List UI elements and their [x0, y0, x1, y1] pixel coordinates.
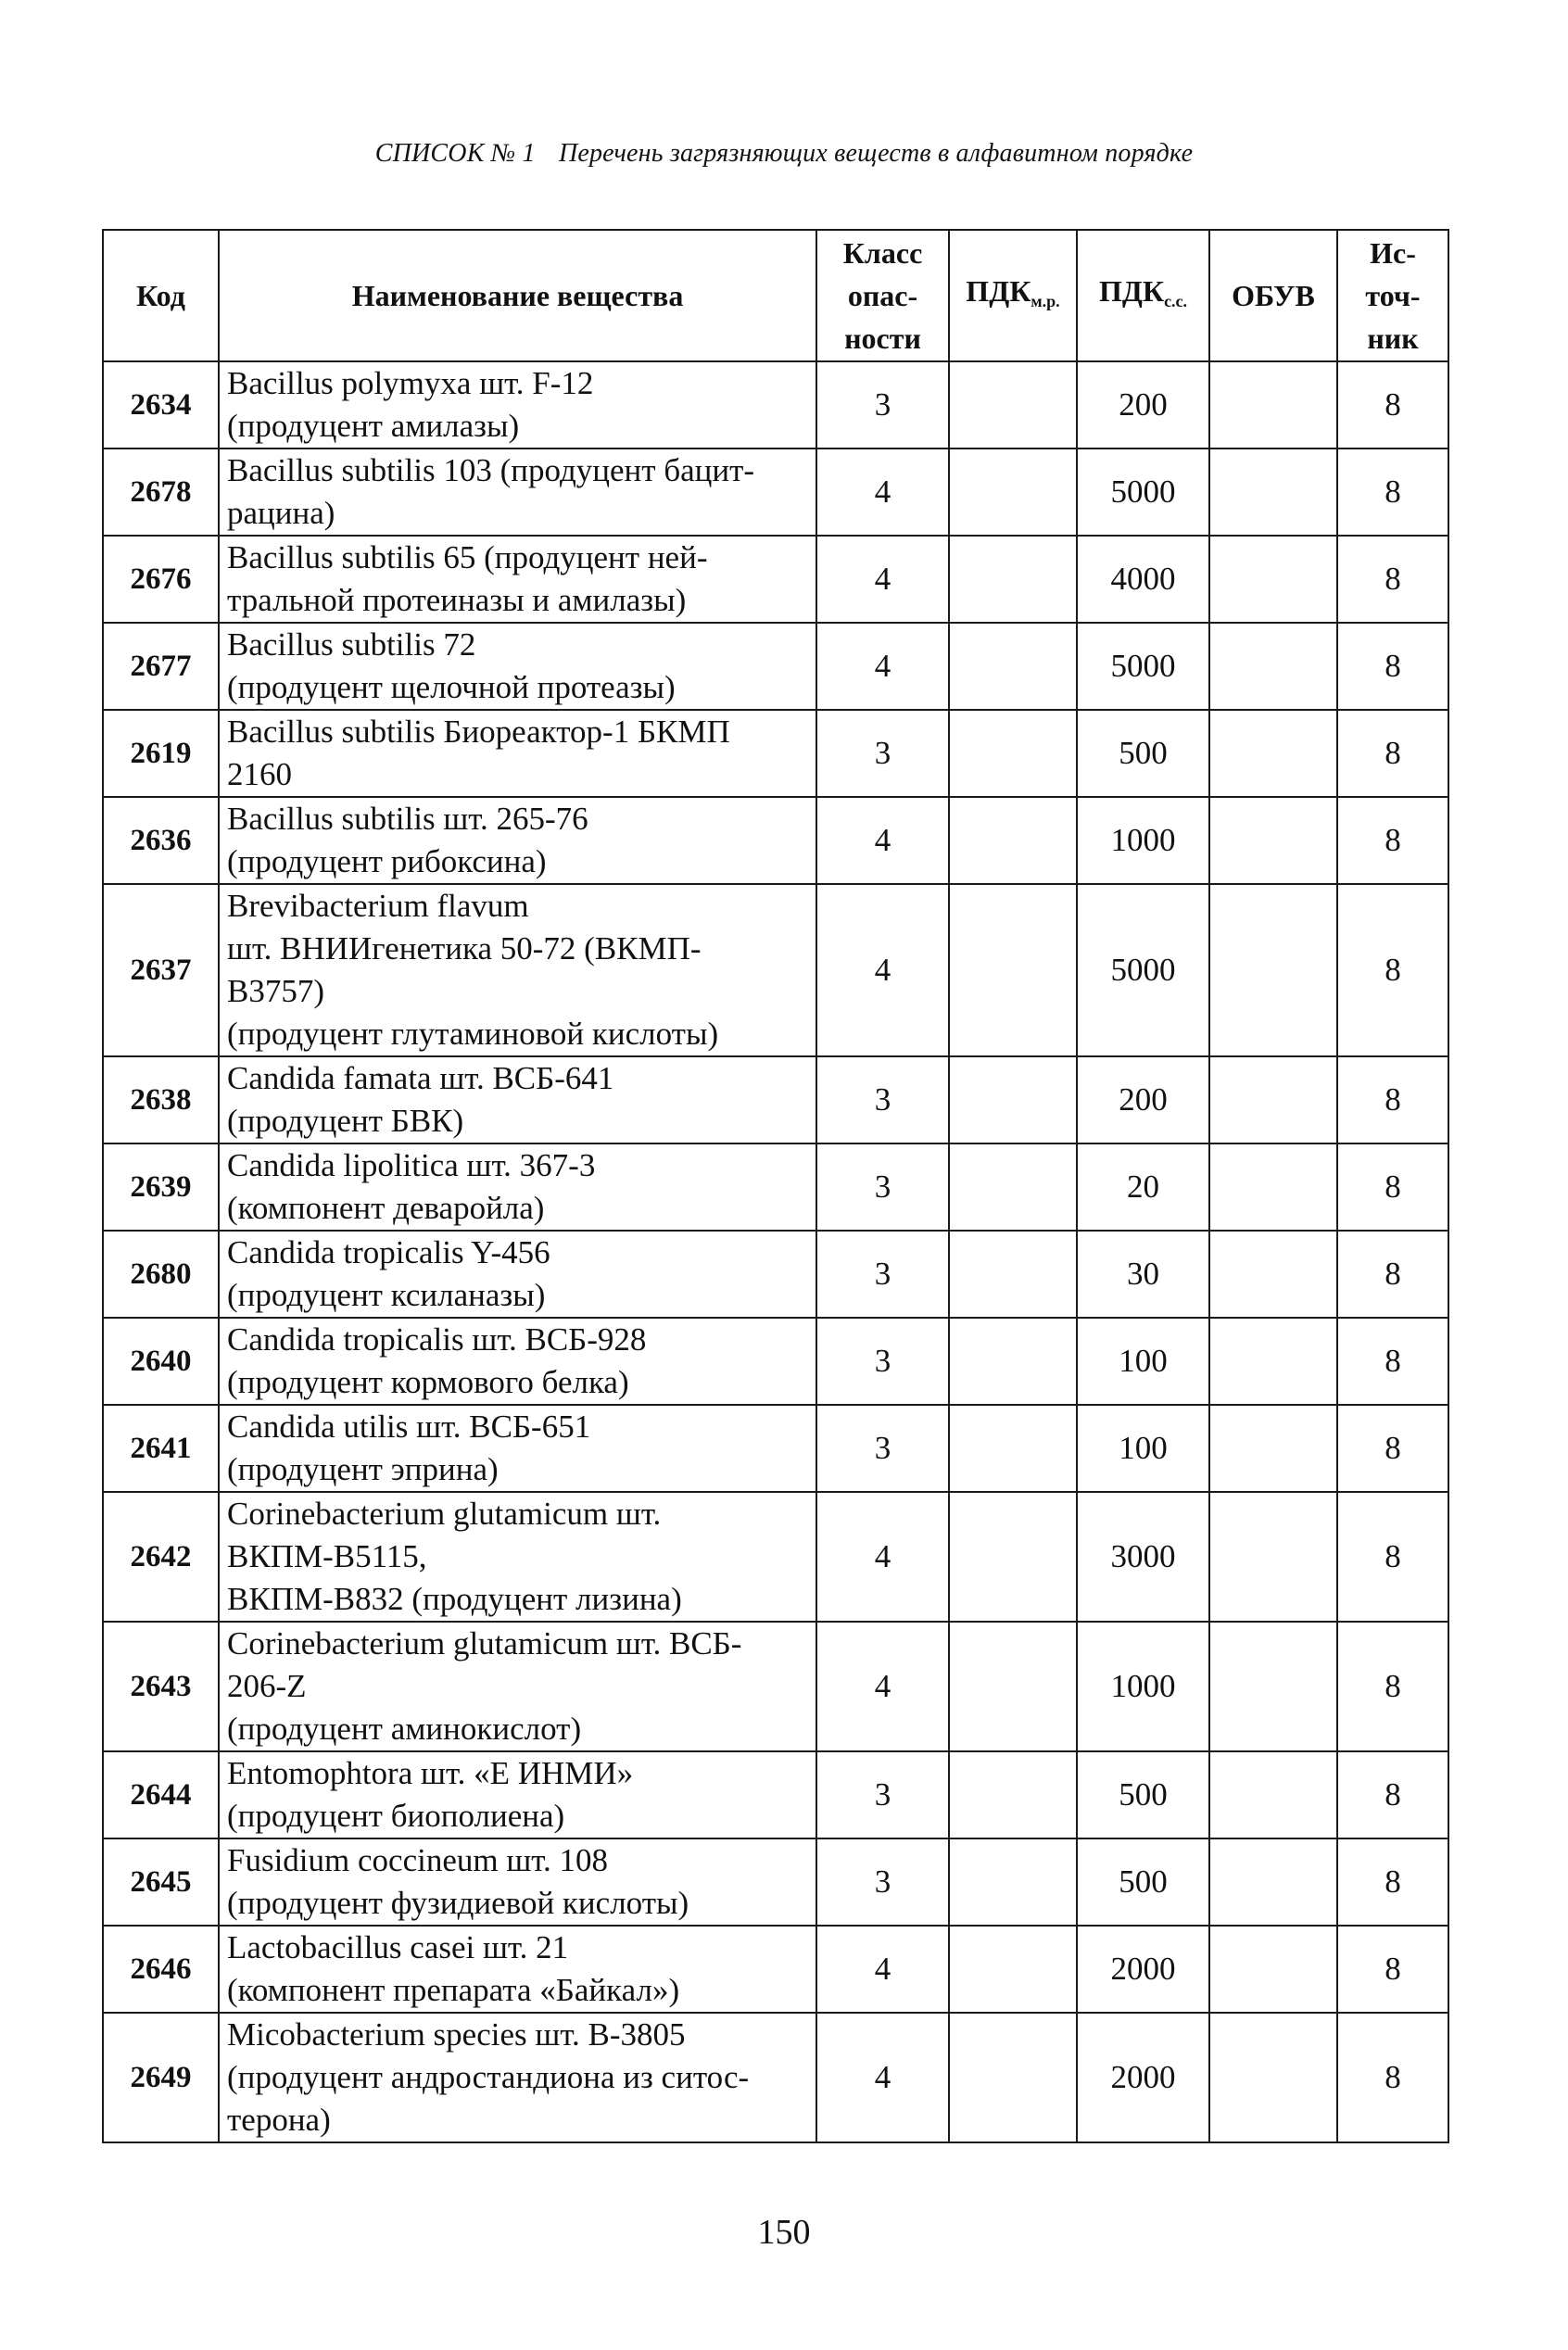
cell-name	[219, 1231, 816, 1318]
cell-obuv	[1209, 449, 1337, 536]
name-line: (продуцент ксиланазы)	[227, 1277, 546, 1313]
table-row	[103, 2013, 1448, 2142]
source-line: точ-	[1365, 279, 1421, 312]
table-row	[103, 1492, 1448, 1622]
cell-obuv	[1209, 2013, 1337, 2142]
cell-code: 2644	[103, 1751, 219, 1838]
cell-code: 2639	[103, 1143, 219, 1231]
col-header-source	[1337, 230, 1448, 361]
cell-name	[219, 1926, 816, 2013]
cell-pdk-mr	[949, 536, 1077, 623]
table-row	[103, 1926, 1448, 2013]
col-header-code: Код	[103, 230, 219, 361]
cell-code: 2676	[103, 536, 219, 623]
name-line: Corinebacterium glutamicum шт.	[227, 1496, 662, 1532]
cell-code: 2634	[103, 361, 219, 449]
cell-code: 2680	[103, 1231, 219, 1318]
cell-code: 2677	[103, 623, 219, 710]
page-number: 150	[757, 2213, 811, 2252]
cell-hazard-class: 4	[816, 1492, 949, 1622]
cell-source: 8	[1337, 884, 1448, 1056]
cell-obuv	[1209, 1405, 1337, 1492]
cell-pdk-mr	[949, 361, 1077, 449]
name-line: Bacillus subtilis 65 (продуцент ней-	[227, 539, 708, 575]
cell-source: 8	[1337, 623, 1448, 710]
cell-code: 2649	[103, 2013, 219, 2142]
name-line: рацина)	[227, 495, 335, 531]
name-line: Brevibacterium flavum	[227, 888, 529, 924]
table-row	[103, 1622, 1448, 1751]
cell-name	[219, 1405, 816, 1492]
table-row	[103, 884, 1448, 1056]
name-line: (продуцент щелочной протеазы)	[227, 669, 676, 705]
cell-pdk-ss: 500	[1077, 710, 1209, 797]
cell-pdk-ss: 200	[1077, 361, 1209, 449]
cell-pdk-mr	[949, 623, 1077, 710]
hazard-class-line: опас-	[847, 279, 918, 312]
cell-code: 2636	[103, 797, 219, 884]
cell-source: 8	[1337, 1838, 1448, 1926]
col-header-pdk-ss	[1077, 230, 1209, 361]
cell-name	[219, 884, 816, 1056]
cell-source: 8	[1337, 797, 1448, 884]
table-row	[103, 1143, 1448, 1231]
name-line: (компонент деваройла)	[227, 1190, 545, 1226]
cell-hazard-class: 3	[816, 361, 949, 449]
cell-source: 8	[1337, 2013, 1448, 2142]
pdk-mr-label: ПДК	[966, 273, 1031, 308]
table-row	[103, 449, 1448, 536]
cell-obuv	[1209, 884, 1337, 1056]
name-line: Bacillus polymyxa шт. F-12	[227, 365, 594, 401]
name-line: 206-Z	[227, 1668, 307, 1704]
cell-code: 2643	[103, 1622, 219, 1751]
cell-obuv	[1209, 1926, 1337, 2013]
cell-source: 8	[1337, 361, 1448, 449]
cell-source: 8	[1337, 1622, 1448, 1751]
cell-code: 2646	[103, 1926, 219, 2013]
cell-obuv	[1209, 1751, 1337, 1838]
cell-name	[219, 1751, 816, 1838]
col-header-obuv: ОБУВ	[1209, 230, 1337, 361]
cell-obuv	[1209, 361, 1337, 449]
cell-pdk-mr	[949, 1838, 1077, 1926]
name-line: Corinebacterium glutamicum шт. ВСБ-	[227, 1625, 742, 1661]
cell-pdk-ss: 5000	[1077, 884, 1209, 1056]
cell-code: 2619	[103, 710, 219, 797]
cell-pdk-ss: 100	[1077, 1318, 1209, 1405]
name-line: 2160	[227, 756, 292, 792]
pdk-mr-sub: м.р.	[1031, 291, 1060, 310]
table-row	[103, 1318, 1448, 1405]
name-line: (продуцент кормового белка)	[227, 1364, 629, 1400]
cell-pdk-ss: 2000	[1077, 1926, 1209, 2013]
cell-pdk-ss: 1000	[1077, 1622, 1209, 1751]
table-row	[103, 623, 1448, 710]
cell-obuv	[1209, 536, 1337, 623]
cell-obuv	[1209, 623, 1337, 710]
name-line: Micobacterium species шт. В-3805	[227, 2016, 686, 2053]
col-header-pdk-mr	[949, 230, 1077, 361]
cell-hazard-class: 3	[816, 1231, 949, 1318]
name-line: (продуцент аминокислот)	[227, 1711, 582, 1747]
cell-hazard-class: 4	[816, 1926, 949, 2013]
table-body	[103, 361, 1448, 2142]
table-header-row	[103, 230, 1448, 361]
table-row	[103, 1838, 1448, 1926]
source-line: ник	[1367, 322, 1419, 355]
cell-name	[219, 1622, 816, 1751]
cell-pdk-mr	[949, 1622, 1077, 1751]
cell-code: 2638	[103, 1056, 219, 1143]
cell-pdk-mr	[949, 2013, 1077, 2142]
source-line: Ис-	[1370, 236, 1416, 270]
table-row	[103, 1231, 1448, 1318]
cell-pdk-mr	[949, 449, 1077, 536]
list-number: СПИСОК № 1	[374, 139, 536, 168]
name-line: Bacillus subtilis шт. 265-76	[227, 801, 588, 837]
name-line: Bacillus subtilis 103 (продуцент бацит-	[227, 452, 755, 488]
cell-name	[219, 797, 816, 884]
name-line: ВКПМ-В832 (продуцент лизина)	[227, 1581, 682, 1617]
cell-pdk-mr	[949, 710, 1077, 797]
cell-source: 8	[1337, 536, 1448, 623]
cell-source: 8	[1337, 1926, 1448, 2013]
cell-pdk-ss: 4000	[1077, 536, 1209, 623]
list-title: Перечень загрязняющих веществ в алфавитном порядке	[558, 139, 1194, 168]
cell-pdk-mr	[949, 797, 1077, 884]
cell-pdk-mr	[949, 1318, 1077, 1405]
cell-pdk-ss: 1000	[1077, 797, 1209, 884]
name-line: (компонент препарата «Байкал»)	[227, 1972, 680, 2008]
name-line: (продуцент БВК)	[227, 1103, 464, 1139]
substances-table	[102, 229, 1449, 2143]
name-line: Candida tropicalis шт. ВСБ-928	[227, 1321, 647, 1358]
name-line: Entomophtora шт. «Е ИНМИ»	[227, 1755, 634, 1791]
name-line: Lactobacillus casei шт. 21	[227, 1929, 569, 1965]
cell-pdk-ss: 5000	[1077, 449, 1209, 536]
cell-pdk-mr	[949, 884, 1077, 1056]
name-line: Bacillus subtilis Биореактор-1 БКМП	[227, 714, 730, 750]
name-line: (продуцент глутаминовой кислоты)	[227, 1016, 719, 1052]
name-line: Candida famata шт. ВСБ-641	[227, 1060, 614, 1096]
table-row	[103, 1405, 1448, 1492]
pdk-ss-label: ПДК	[1098, 273, 1165, 308]
cell-name	[219, 449, 816, 536]
table-row	[103, 710, 1448, 797]
cell-hazard-class: 3	[816, 1838, 949, 1926]
cell-obuv	[1209, 1231, 1337, 1318]
cell-pdk-mr	[949, 1056, 1077, 1143]
name-line: Candida tropicalis Y-456	[227, 1234, 550, 1270]
cell-source: 8	[1337, 1318, 1448, 1405]
name-line: тральной протеиназы и амилазы)	[227, 582, 687, 618]
cell-obuv	[1209, 1056, 1337, 1143]
cell-code: 2642	[103, 1492, 219, 1622]
table-row	[103, 797, 1448, 884]
cell-pdk-mr	[949, 1926, 1077, 2013]
cell-hazard-class: 4	[816, 623, 949, 710]
name-line: Candida lipolitica шт. 367-3	[227, 1147, 596, 1183]
cell-pdk-mr	[949, 1231, 1077, 1318]
cell-obuv	[1209, 1143, 1337, 1231]
cell-pdk-ss: 5000	[1077, 623, 1209, 710]
hazard-class-line: Класс	[842, 236, 923, 270]
table-row	[103, 1056, 1448, 1143]
cell-source: 8	[1337, 1405, 1448, 1492]
name-line: (продуцент рибоксина)	[227, 843, 547, 879]
cell-pdk-ss: 2000	[1077, 2013, 1209, 2142]
name-line: (продуцент эприна)	[227, 1451, 499, 1487]
cell-code: 2641	[103, 1405, 219, 1492]
cell-name	[219, 361, 816, 449]
cell-source: 8	[1337, 1231, 1448, 1318]
name-line: (продуцент биополиена)	[227, 1798, 565, 1834]
cell-hazard-class: 3	[816, 1318, 949, 1405]
col-header-hazard-class	[816, 230, 949, 361]
cell-name	[219, 710, 816, 797]
cell-name	[219, 1056, 816, 1143]
cell-name	[219, 1318, 816, 1405]
name-line: (продуцент амилазы)	[227, 408, 520, 444]
name-line: (продуцент андростандиона из ситос-	[227, 2059, 750, 2095]
cell-name	[219, 623, 816, 710]
name-line: В3757)	[227, 973, 324, 1009]
cell-name	[219, 1492, 816, 1622]
cell-hazard-class: 4	[816, 536, 949, 623]
cell-code: 2678	[103, 449, 219, 536]
cell-hazard-class: 3	[816, 1751, 949, 1838]
cell-source: 8	[1337, 449, 1448, 536]
cell-hazard-class: 3	[816, 1056, 949, 1143]
cell-hazard-class: 4	[816, 2013, 949, 2142]
cell-hazard-class: 3	[816, 710, 949, 797]
table-row	[103, 536, 1448, 623]
cell-hazard-class: 3	[816, 1143, 949, 1231]
cell-hazard-class: 4	[816, 449, 949, 536]
cell-source: 8	[1337, 1143, 1448, 1231]
cell-code: 2637	[103, 884, 219, 1056]
cell-obuv	[1209, 797, 1337, 884]
cell-obuv	[1209, 1492, 1337, 1622]
cell-code: 2640	[103, 1318, 219, 1405]
cell-hazard-class: 3	[816, 1405, 949, 1492]
name-line: Fusidium coccineum шт. 108	[227, 1842, 608, 1878]
cell-pdk-mr	[949, 1405, 1077, 1492]
cell-name	[219, 1143, 816, 1231]
cell-pdk-ss: 100	[1077, 1405, 1209, 1492]
cell-pdk-mr	[949, 1143, 1077, 1231]
cell-source: 8	[1337, 1056, 1448, 1143]
cell-hazard-class: 4	[816, 797, 949, 884]
cell-obuv	[1209, 1838, 1337, 1926]
cell-obuv	[1209, 1622, 1337, 1751]
cell-source: 8	[1337, 1751, 1448, 1838]
cell-pdk-ss: 200	[1077, 1056, 1209, 1143]
table-row	[103, 1751, 1448, 1838]
cell-pdk-mr	[949, 1492, 1077, 1622]
pdk-ss-sub: с.с.	[1164, 291, 1188, 310]
name-line: шт. ВНИИгенетика 50-72 (ВКМП-	[227, 930, 702, 967]
col-header-name: Наименование вещества	[219, 230, 816, 361]
cell-pdk-ss: 3000	[1077, 1492, 1209, 1622]
table-row	[103, 361, 1448, 449]
name-line: Candida utilis шт. ВСБ-651	[227, 1409, 591, 1445]
cell-pdk-mr	[949, 1751, 1077, 1838]
name-line: терона)	[227, 2102, 331, 2138]
cell-code: 2645	[103, 1838, 219, 1926]
cell-pdk-ss: 500	[1077, 1751, 1209, 1838]
cell-name	[219, 536, 816, 623]
cell-pdk-ss: 30	[1077, 1231, 1209, 1318]
cell-source: 8	[1337, 1492, 1448, 1622]
cell-name	[219, 2013, 816, 2142]
page-header	[0, 139, 1568, 169]
cell-pdk-ss: 20	[1077, 1143, 1209, 1231]
cell-obuv	[1209, 710, 1337, 797]
cell-source: 8	[1337, 710, 1448, 797]
cell-hazard-class: 4	[816, 1622, 949, 1751]
name-line: ВКПМ-В5115,	[227, 1538, 427, 1574]
cell-pdk-ss: 500	[1077, 1838, 1209, 1926]
name-line: Bacillus subtilis 72	[227, 626, 476, 663]
cell-name	[219, 1838, 816, 1926]
cell-obuv	[1209, 1318, 1337, 1405]
name-line: (продуцент фузидиевой кислоты)	[227, 1885, 689, 1921]
cell-hazard-class: 4	[816, 884, 949, 1056]
hazard-class-line: ности	[844, 322, 921, 355]
